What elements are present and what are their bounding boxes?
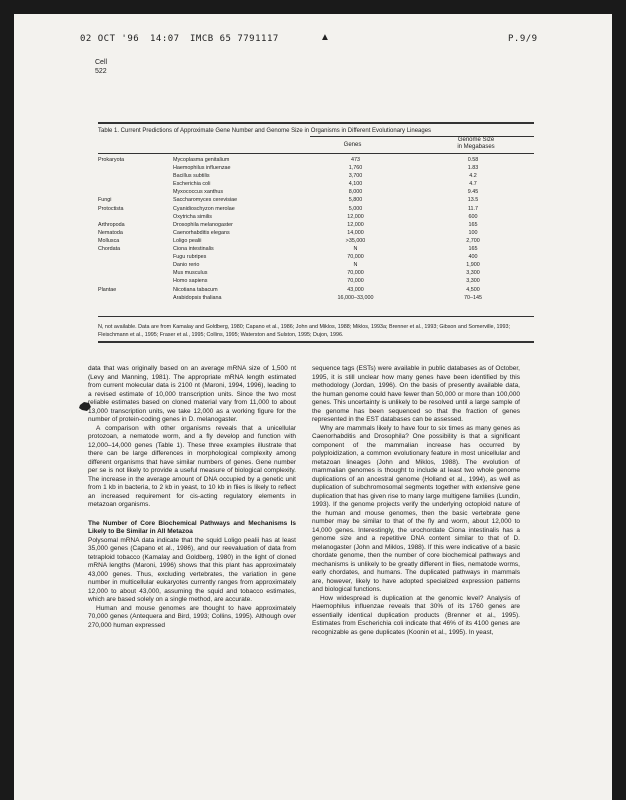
- organism-cell: Mycoplasma genitalium: [173, 157, 230, 163]
- gene-count-cell: 5,800: [348, 197, 363, 204]
- table-row: [98, 172, 528, 180]
- section-heading: The Number of Core Biochemical Pathways and Mechanisms Is Likely to Be Similar in All Metazoa: [88, 519, 296, 535]
- genome-size-cell: 3,300: [466, 270, 480, 277]
- right-paragraph-3: How widespread is duplication at the genomic level? Analysis of Haemophilus influenzae reveals that 30% of its 1760 genes are essentially identical duplication products (Brenner et al., 1995). Estimates from Escherichia coli indicate that 46% of its 4100 genes are recognizable as gene duplicates (Koonin et al., 1995). In yeast,: [312, 594, 520, 636]
- gene-count-cell: 8,000: [348, 189, 363, 196]
- table-row: [98, 205, 528, 213]
- organism-cell: Escherichia coli: [173, 181, 211, 188]
- genome-size-cell: 4.2: [469, 173, 477, 180]
- table-caption: Table 1. Current Predictions of Approximate Gene Number and Genome Size in Organisms in Different Evolutionary Lineages: [98, 128, 432, 134]
- organism-cell: Arabidopsis thaliana: [173, 294, 222, 301]
- lineage-cell: Protoctista: [98, 205, 124, 212]
- organism-cell: Caenorhabditis elegans: [173, 229, 230, 236]
- lineage-cell: [98, 213, 173, 221]
- genome-size-header-line2: in Megabases: [457, 144, 495, 150]
- lineage-cell: Nematoda: [98, 229, 123, 236]
- organism-cell: Mus musculus: [173, 270, 208, 277]
- genome-size-cell: 11.7: [467, 205, 479, 212]
- organism-cell: Loligo pealii: [173, 237, 202, 244]
- journal-name: Cell: [95, 59, 108, 66]
- organism-cell: Danio rerio: [173, 262, 200, 269]
- left-column: [88, 365, 296, 630]
- lineage-cell: [98, 253, 173, 261]
- organism-cell: Ciona intestinalis: [173, 246, 214, 253]
- gene-count-cell: 4,100: [348, 181, 363, 188]
- gene-count-cell: 5,000: [348, 205, 363, 212]
- gene-count-cell: >35,000: [345, 237, 366, 244]
- table-row: [98, 221, 528, 229]
- genome-size-header-line1: Genome Size: [457, 137, 495, 143]
- organism-cell: Drosophila melanogaster: [173, 221, 233, 228]
- gene-count-cell: 14,000: [347, 229, 364, 236]
- gene-count-cell: 43,000: [347, 286, 364, 293]
- left-paragraph-3: Polysomal mRNA data indicate that the squid Loligo pealii has at least 35,000 genes (Capano et al., 1986), and our reevaluation of data from tetraploid tobacco (Kamalay and Goldberg, 1980) in the light of cloned mRNA lengths (Maroni, 1996) shows that this plant has approximately 43,000 genes. Thus, excluding vertebrates, the variation in gene number in multicellular eukaryotes currently ranges from approximately 12,000 to about 43,000, assuming the squid and tobacco estimates, which are based solely on a single method, are accurate.: [88, 536, 296, 603]
- table-row: [98, 156, 528, 164]
- lineage-cell: [98, 180, 173, 188]
- genome-size-cell: 70–145: [464, 294, 482, 301]
- organism-cell: Fugu rubripes: [173, 254, 207, 261]
- lineage-cell: Prokaryota: [98, 157, 125, 163]
- gene-number-table: [98, 156, 528, 302]
- table-top-rule: [98, 122, 534, 124]
- lineage-cell: Fungi: [98, 197, 112, 204]
- organism-cell: Cyanidioschyzon merolae: [173, 205, 235, 212]
- table-row: [98, 229, 528, 237]
- genome-size-cell: 9.45: [467, 189, 479, 196]
- table-bottom-rule: [98, 316, 534, 317]
- genes-column-header: Genes: [343, 142, 362, 148]
- organism-cell: Bacillus subtilis: [173, 173, 210, 180]
- genome-size-cell: 2,700: [466, 237, 480, 244]
- left-paragraph-2: A comparison with other organisms reveals that a unicellular protozoan, a nematode worm, and a fly develop and function with 12,000–14,000 genes (Table 1). These three examples illustrate that there can be large differences in morphological complexity among different organisms that have similar numbers of genes. Gene number per se is not likely to provide a useful measure of biological complexity. The increase in the average amount of DNA occupied by a genetic unit from 1 kb in bacteria, to 2 kb in yeast, to 10 kb in flies is likely to reflect an increased requirement for cis-acting regulatory elements in metazoan organisms.: [88, 424, 296, 508]
- left-paragraph-1: data that was originally based on an average mRNA size of 1,500 nt (Levy and Manning, 1981). The appropriate mRNA length estimated from current molecular data is 2100 nt (Maroni, 1994, 1996), leading to a revised estimate of 10,000 transcription units. Since the two most reliable estimates based on cloned material vary from 11,000 to about 13,000 transcription units, we take 12,000 as a working figure for the number of protein-coding genes in D. melanogaster.: [88, 365, 296, 423]
- table-row: [98, 269, 528, 277]
- organism-cell: Oxytricha similis: [173, 213, 212, 220]
- genome-size-cell: 1.83: [467, 165, 479, 172]
- genome-size-cell: 0.58: [467, 157, 479, 163]
- gene-count-cell: N: [353, 246, 358, 253]
- right-paragraph-2: Why are mammals likely to have four to six times as many genes as Caenorhabditis and Drosophila? One possibility is that a significant component of the mammalian increase has occurred by polyploidization, a common evolutionary feature in most unicellular and metazoan lineages (John and Miklos, 1988). The evolution of mammalian genomes is thought to include at least two whole genome duplications of an ancestral genome (Holland et al., 1994), as well as duplication of subchromosomal segments together with extensive gene duplication that has given rise to many large multigene families (Lundin, 1993). If the genome projects verify the underlying octoploid nature of the human and mouse genomes, then the basic vertebrate gene number may be similar to that of the fly and worm, about 12,000 to 14,000 genes. Interestingly, the urochordate Ciona intestinalis has a genome size and a repetitive DNA content similar to that of D. melanogaster (John and Miklos, 1988). If this were indicative of a basic chordate genome, then the number of core biochemical pathways and mechanisms is unlikely to be greatly different in flies, nematode worms, early chordates, and humans. The duplicated pathways in mammals are, however, likely to have adopted specialized expression patterns and biological functions.: [312, 424, 520, 593]
- lineage-cell: [98, 269, 173, 277]
- lineage-cell: [98, 172, 173, 180]
- gene-count-cell: 16,000–33,000: [337, 294, 374, 301]
- genome-size-cell: 100: [468, 229, 478, 236]
- gene-count-cell: 70,000: [347, 278, 364, 285]
- genome-size-cell: 400: [468, 254, 478, 261]
- lineage-cell: [98, 277, 173, 285]
- table-row: [98, 253, 528, 261]
- table-row: [98, 213, 528, 221]
- table-row: [98, 237, 528, 245]
- organism-cell: Myxococcus xanthus: [173, 189, 224, 196]
- genome-size-cell: 3,300: [466, 278, 480, 285]
- gene-count-cell: N: [353, 262, 358, 269]
- organism-cell: Saccharomyces cerevisiae: [173, 197, 238, 204]
- fax-time: 14:07: [150, 34, 180, 44]
- table-row: [98, 277, 528, 285]
- genome-size-cell: 600: [468, 213, 478, 220]
- genome-size-cell: 4.7: [469, 181, 477, 188]
- table-row: [98, 261, 528, 269]
- organism-cell: Homo sapiens: [173, 278, 208, 285]
- table-end-rule: [98, 341, 534, 343]
- gene-count-cell: 473: [351, 157, 360, 163]
- organism-cell: Nicotiana tabacum: [173, 286, 218, 293]
- genome-size-cell: 4,500: [466, 286, 480, 293]
- genome-size-cell: 165: [468, 221, 478, 228]
- genome-size-cell: 13.5: [467, 197, 479, 204]
- lineage-cell: [98, 261, 173, 269]
- right-column: [312, 365, 520, 637]
- gene-count-cell: 70,000: [347, 254, 364, 261]
- scan-mark-icon: ▲: [320, 32, 330, 43]
- table-row: [98, 196, 528, 204]
- lineage-cell: Plantae: [98, 286, 117, 293]
- left-paragraph-4: Human and mouse genomes are thought to have approximately 70,000 genes (Antequera and Bird, 1993; Collins, 1995). Although over 270,000 human expressed: [88, 604, 296, 629]
- table-row: [98, 286, 528, 294]
- table-row: [98, 188, 528, 196]
- gene-count-cell: 12,000: [347, 213, 364, 220]
- fax-page-number: P.9/9: [508, 34, 538, 44]
- organism-cell: Haemophilus influenzae: [173, 165, 231, 172]
- genome-size-cell: 1,900: [466, 262, 480, 269]
- lineage-cell: Arthropoda: [98, 221, 125, 228]
- lineage-cell: [98, 164, 173, 172]
- gene-count-cell: 3,700: [348, 173, 363, 180]
- lineage-cell: Mollusca: [98, 237, 120, 244]
- scanned-page: [14, 14, 612, 800]
- gene-count-cell: 70,000: [347, 270, 364, 277]
- gene-count-cell: 12,000: [347, 221, 364, 228]
- genome-size-cell: 165: [468, 246, 478, 253]
- journal-page: 522: [95, 68, 107, 75]
- lineage-cell: [98, 188, 173, 196]
- table-footnote: N, not available. Data are from Kamalay and Goldberg, 1980; Capano et al., 1986; John and Miklos, 1988; Miklos, 1993a; Brenner et al., 1993; Gibson and Somerville, 1993; Fleischmann et al., 1995; Fraser et al., 1995; Collins, 1995; Waterston and Sulston, 1995; Dujon, 1996.: [98, 324, 511, 338]
- fax-date: 02 OCT '96: [80, 34, 140, 44]
- table-header-bottom-rule: [98, 153, 534, 154]
- journal-info: [95, 58, 107, 76]
- table-row: [98, 245, 528, 253]
- gene-count-cell: 1,760: [348, 165, 363, 172]
- right-paragraph-1: sequence tags (ESTs) were available in public databases as of October, 1995, it is still unclear how many genes have been identified by this methodology (Jordan, 1996). On the basis of presently available data, the human genome could have fewer than 50,000 or more than 100,000 genes. This uncertainty is unlikely to be resolved until a large sample of the genome has been sequenced so that the fraction of genes represented in the EST databases can be assessed.: [312, 365, 520, 423]
- table-row: [98, 180, 528, 188]
- table-row: [98, 164, 528, 172]
- fax-sender: IMCB 65 7791117: [190, 34, 279, 44]
- lineage-cell: [98, 294, 173, 302]
- lineage-cell: Chordata: [98, 246, 121, 253]
- table-row: [98, 294, 528, 302]
